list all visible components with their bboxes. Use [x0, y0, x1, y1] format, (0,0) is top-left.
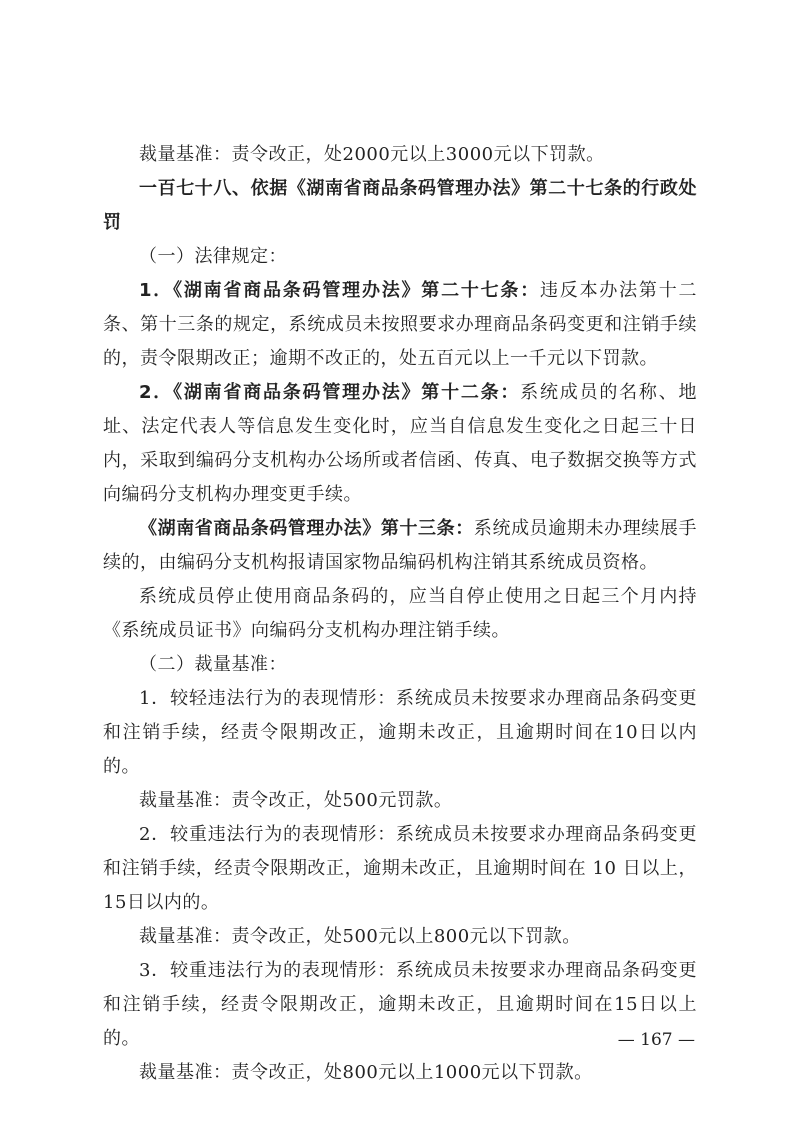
article-title: 《湖南省商品条码管理办法》第十三条： — [139, 518, 474, 539]
subheading-discretion-standards — [103, 648, 697, 682]
paragraph-text: 3．较重违法行为的表现情形：系统成员未按要求办理商品条码变更和注销手续，经责令限期改正，逾期未改正，且逾期时间在15日以上的。 — [103, 960, 697, 1049]
paragraph-text: 系统成员逾期未办理续展手续的，由编码分支机构报请国家物品编码机构注销其系统成员资格。 — [103, 518, 698, 573]
document-body — [103, 138, 697, 1090]
paragraph — [103, 682, 697, 784]
paragraph — [103, 274, 697, 376]
paragraph-text: 裁量基准：责令改正，处500元罚款。 — [139, 790, 453, 811]
article-title: 2．《湖南省商品条码管理办法》第十二条： — [139, 382, 521, 403]
section-heading — [103, 172, 697, 240]
heading-text: 一百七十八、依据《湖南省商品条码管理办法》第二十七条的行政处罚 — [103, 178, 697, 233]
paragraph-text: 1．较轻违法行为的表现情形：系统成员未按要求办理商品条码变更和注销手续，经责令限期改正，逾期未改正，且逾期时间在10日以内的。 — [103, 688, 697, 777]
paragraph-text: 系统成员停止使用商品条码的，应当自停止使用之日起三个月内持《系统成员证书》向编码分支机构办理注销手续。 — [103, 586, 697, 641]
paragraph-text: （二）裁量基准： — [139, 654, 287, 675]
paragraph-text: 系统成员的名称、地址、法定代表人等信息发生变化时，应当自信息发生变化之日起三十日内，采取到编码分支机构办公场所或者信函、传真、电子数据交换等方式向编码分支机构办理变更手续。 — [103, 382, 697, 505]
paragraph-text: 裁量基准：责令改正，处500元以上800元以下罚款。 — [139, 926, 581, 947]
paragraph — [103, 920, 697, 954]
paragraph-text: （一）法律规定： — [139, 246, 287, 267]
article-title: 1．《湖南省商品条码管理办法》第二十七条： — [139, 280, 540, 301]
page-number: — 167 — — [617, 1030, 695, 1050]
subheading-legal-provisions — [103, 240, 697, 274]
paragraph-text: 裁量基准：责令改正，处800元以上1000元以下罚款。 — [139, 1062, 593, 1083]
paragraph-text: 2．较重违法行为的表现情形：系统成员未按要求办理商品条码变更和注销手续，经责令限期改正，逾期未改正，且逾期时间在 10 日以上，15日以内的。 — [103, 824, 697, 913]
paragraph — [103, 376, 697, 512]
paragraph-text: 裁量基准：责令改正，处2000元以上3000元以下罚款。 — [139, 144, 605, 165]
paragraph-text: 违反本办法第十二条、第十三条的规定，系统成员未按照要求办理商品条码变更和注销手续的，责令限期改正；逾期不改正的，处五百元以上一千元以下罚款。 — [103, 280, 697, 369]
paragraph — [103, 818, 697, 920]
paragraph — [103, 580, 697, 648]
paragraph — [103, 954, 697, 1056]
paragraph — [103, 784, 697, 818]
paragraph — [103, 512, 697, 580]
paragraph — [103, 1056, 697, 1090]
paragraph — [103, 138, 697, 172]
